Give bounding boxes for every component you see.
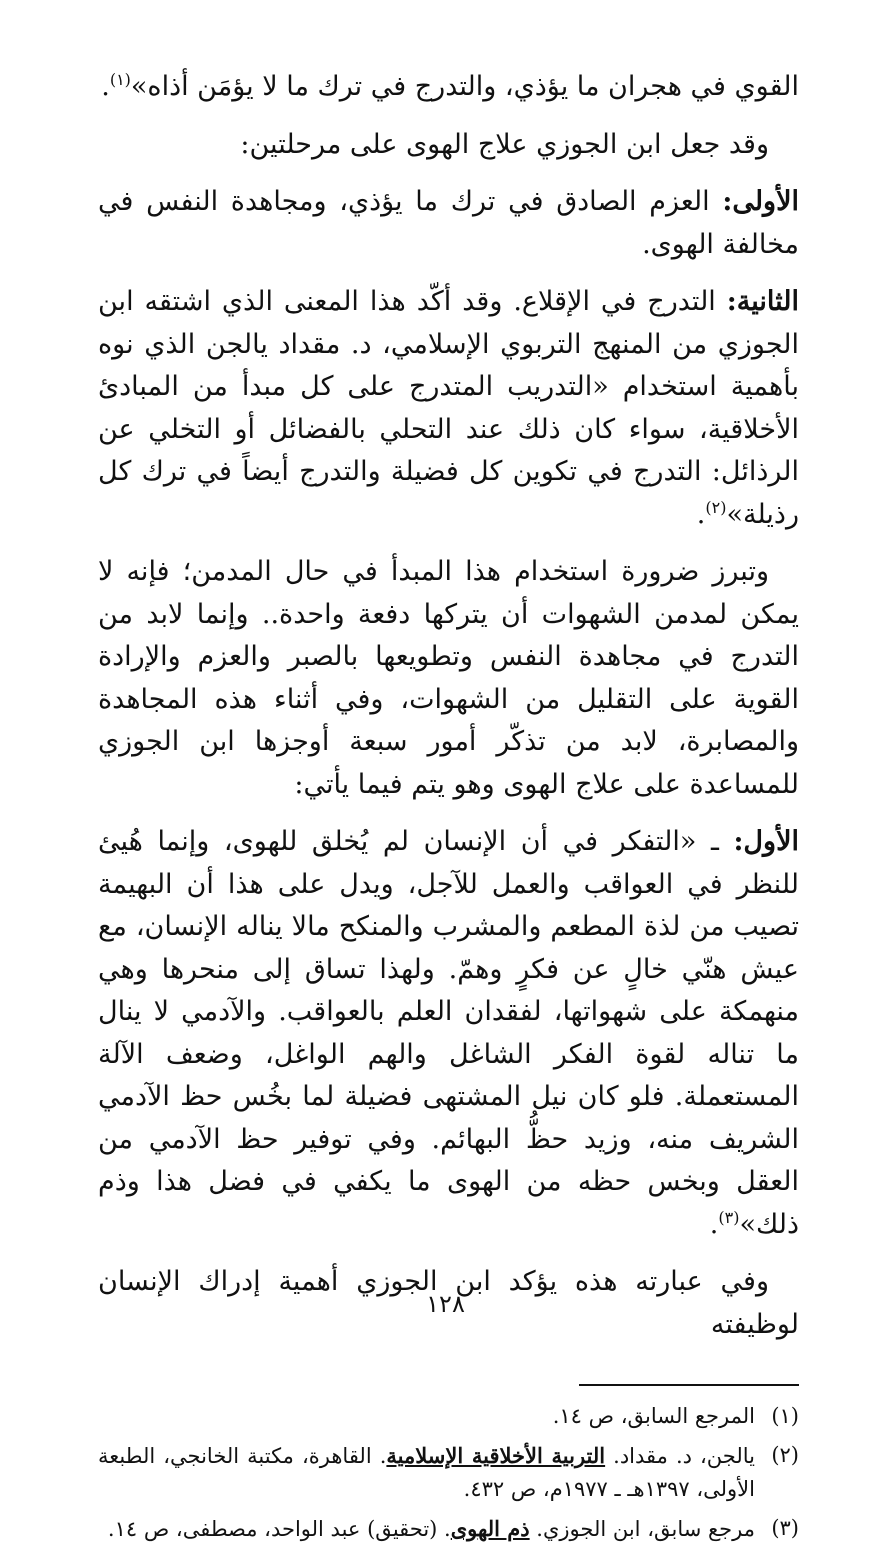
footnote-text: يالجن، د. مقداد. التربية الأخلاقية الإسلامية. القاهرة، مكتبة الخانجي، الطبعة الأولى، ١٣٩٧هـ ـ ١٩٧٧م، ص ٤٣٢. [98,1443,755,1501]
footnote-ref-2: (٢) [705,497,727,517]
page-number: ١٢٨ [426,1290,465,1318]
lead-second: الثانية: [726,286,799,317]
paragraph-6: الأول: ـ «التفكر في أن الإنسان لم يُخلق للهوى، وإنما هُيئ للنظر في العواقب والعمل للآجل، ويدل على هذا أن البهيمة تصيب من لذة المطعم والمشرب والمنكح مالا يناله الإنسان، مع عيش هنّي خالٍ عن فكرٍ وهمّ. ولهذا تساق إلى منحرها وهي منهمكة على شهواتها، لفقدان العلم بالعواقب. والآدمي لا ينال ما تناله لقوة الفكر الشاغل والهم الواغل، وضعف الآلة المستعملة. فلو كان نيل المشتهى فضيلة لما بخُس حظ الآدمي الشريف منه، وزيد حظُّ البهائم. وفي توفير حظ الآدمي من العقل وبخس حظه من الهوى ما يكفي في فضل هذا وذم ذلك»$^{(٣)}$. [98,826,799,1240]
body-text [98,66,799,1346]
lead-first: الأولى: [722,186,799,217]
footnote-divider [579,1384,799,1386]
paragraph-2: وقد جعل ابن الجوزي علاج الهوى على مرحلتين: [240,128,769,160]
book-title: ذم الهوى [450,1516,530,1541]
lead-first-item: الأول: [733,826,799,857]
footnote-ref-3: (٣) [718,1207,740,1227]
footnote-text: مرجع سابق، ابن الجوزي. ذم الهوى. (تحقيق) عبد الواحد، مصطفى، ص ١٤. [107,1516,755,1541]
book-title: التربية الأخلاقية الإسلامية [386,1443,606,1468]
footnotes [98,1400,799,1546]
paragraph-5: وتبرز ضرورة استخدام هذا المبدأ في حال المدمن؛ فإنه لا يمكن لمدمن الشهوات أن يتركها دفعة واحدة.. وإنما لابد من التدرج في مجاهدة النفس وتطويعها بالصبر والعزم والإرادة القوية على التقليل من الشهوات، وفي أثناء هذه المجاهدة والمصابرة، لابد من تذكّر أمور سبعة أوجزها ابن الجوزي للمساعدة على علاج الهوى وهو يتم فيما يأتي: [98,556,799,800]
footnote-number: (٢) [771,1443,799,1467]
paragraph-1: القوي في هجران ما يؤذي، والتدرج في ترك ما لا يؤمَن أذاه»$^{(١)}$. [101,70,799,102]
footnote-text: المرجع السابق، ص ١٤. [552,1404,755,1428]
paragraph-7: وفي عبارته هذه يؤكد ابن الجوزي أهمية إدراك الإنسان لوظيفته [98,1266,799,1340]
paragraph-3: الأولى: العزم الصادق في ترك ما يؤذي، ومجاهدة النفس في مخالفة الهوى. [98,186,799,260]
footnote-ref-1: (١) [109,70,131,89]
footnote-2 [98,1439,799,1506]
paragraph-4: الثانية: التدرج في الإقلاع. وقد أكّد هذا المعنى الذي اشتقه ابن الجوزي من المنهج التربوي الإسلامي، د. مقداد يالجن الذي نوه بأهمية استخدام «التدريب المتدرج على كل مبدأ من المبادئ الأخلاقية، سواء كان ذلك عند التحلي بالفضائل أو التخلي عن الرذائل: التدرج في تكوين كل فضيلة والتدرج أيضاً في ترك كل رذيلة»$^{(٢)}$. [98,286,799,530]
footnote-3 [98,1512,799,1546]
footnote-number: (٣) [771,1516,799,1540]
footnote-number: (١) [771,1404,799,1428]
footnote-1 [98,1400,799,1433]
